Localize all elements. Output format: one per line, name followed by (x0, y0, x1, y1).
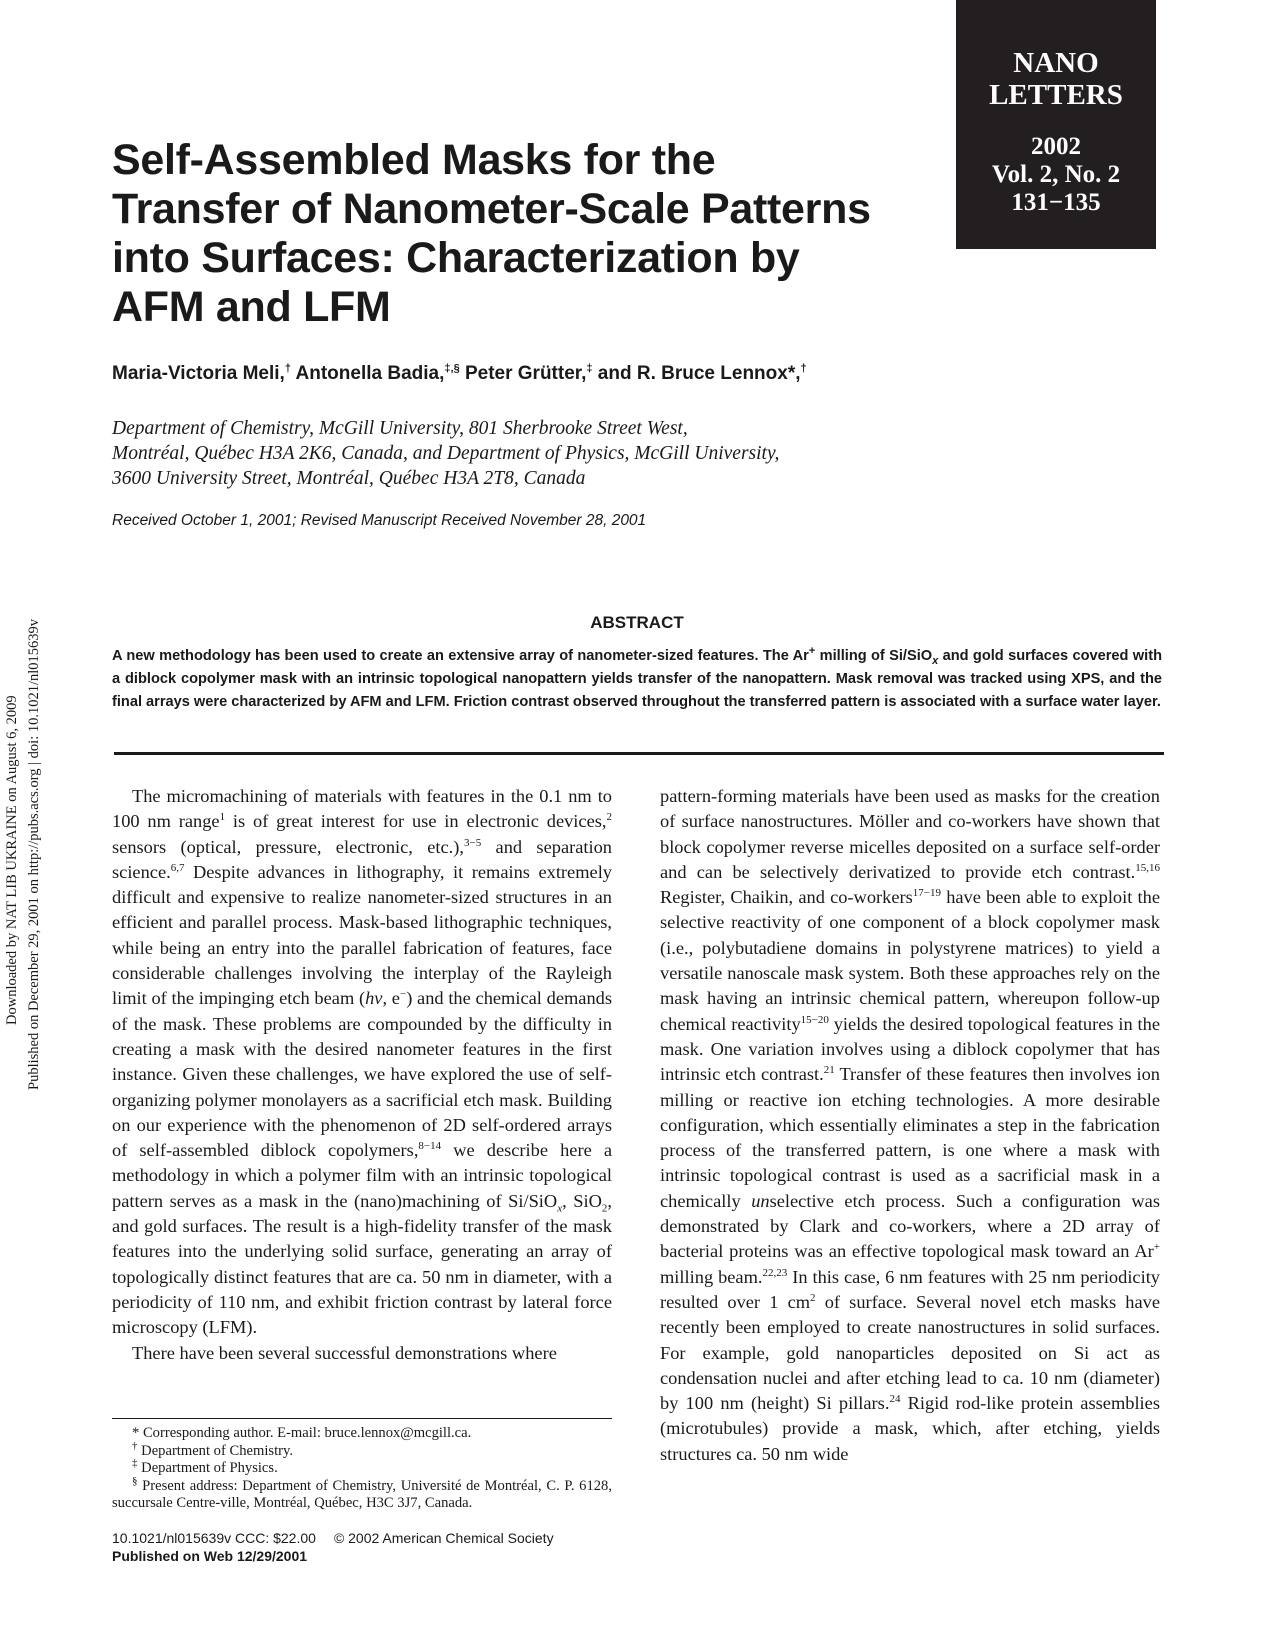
text-run: of surface. Several novel etch masks have recently been employed to create nanostructures in solid surfaces. For example, gold nanoparticles deposited on Si act as condensation nuclei and after etching lead to ca. 10 nm (diameter) by 100 nm (height) Si pillars. (660, 1291, 1160, 1414)
body-column-left (112, 784, 612, 1366)
footnotes (112, 1425, 612, 1513)
abstract-superscript: + (808, 645, 816, 658)
affiliations (112, 416, 872, 491)
text-run: , e (382, 988, 400, 1009)
text-run: selective etch process. Such a configuration was demonstrated by Clark and co-workers, where a 2D array of bacterial proteins was an effective topological mask toward an Ar (660, 1190, 1160, 1262)
body-paragraph (660, 784, 1160, 1467)
author-affiliation-mark: † (800, 362, 807, 375)
text-run: Register, Chaikin, and co-workers (660, 887, 913, 908)
text-run: In this case, 6 nm features with 25 nm periodicity resulted over 1 cm (660, 1266, 1161, 1312)
footnote-present-address (112, 1474, 612, 1513)
abstract-subscript: x (932, 654, 939, 667)
author-affiliation-mark: † (284, 362, 291, 375)
text-run: yields the desired topological features in the mask. One variation involves using a diblock copolymer that has intrinsic etch contrast. (660, 1013, 1160, 1085)
abstract-heading: ABSTRACT (590, 613, 684, 632)
doi-text: 10.1021/nl015639v CCC: $22.00 (112, 1530, 316, 1546)
footnote-divider (112, 1418, 612, 1419)
author-affiliation-mark: ‡,§ (444, 362, 460, 375)
footnote-text: Department of Chemistry. (137, 1442, 293, 1459)
subscript-2: 2 (601, 1202, 608, 1215)
footnote-corresponding: * Corresponding author. E-mail: bruce.lennox@mcgill.ca. (132, 1425, 472, 1441)
abstract-segment: and gold surfaces covered with a diblock copolymer mask with an intrinsic topological nanopattern yields transfer of the nanopattern. Mask removal was tracked using XPS, and the final arrays were characterized by AFM and LFM. Friction contrast observed throughout the transferred pattern is associated with a surface water layer. (112, 648, 1162, 710)
journal-name-line2: LETTERS (989, 79, 1123, 111)
journal-name (956, 47, 1156, 111)
citation: 24 (889, 1393, 901, 1405)
author-affiliation-mark: ‡ (586, 362, 593, 375)
affiliation-line: 3600 University Street, Montréal, Québec H3A 2T8, Canada (112, 468, 586, 489)
text-run: Transfer of these features then involves ion milling or reactive ion etching technologies. A more desirable configuration, which essentially eliminates a step in the fabrication process of the transferred pattern, is one where a mask with intrinsic topological contrast is used as a sacrificial mask in a chemically (660, 1064, 1160, 1211)
subscript-x: x (557, 1202, 563, 1215)
text-run: is of great interest for use in electronic devices, (225, 811, 607, 832)
abstract-text (112, 645, 1162, 714)
download-note-line2: Published on December 29, 2001 on http://pubs.acs.org | doi: 10.1021/nl015639v (26, 618, 42, 1090)
body-paragraph: There have been several successful demonstrations where (132, 1342, 557, 1363)
text-run: ) and the chemical demands of the mask. These problems are compounded by the difficulty in creating a mask with the desired nanometer features in the first instance. Given these challenges, we have explored the use of self-organizing polymer monolayers as a sacrificial etch mask. Building on our experience with the phenomenon of 2D self-ordered arrays of self-assembled diblock copolymers, (112, 988, 612, 1161)
section-divider (114, 752, 1164, 755)
citation: 15−20 (800, 1013, 829, 1026)
abstract-segment: milling of Si/SiO (815, 648, 933, 664)
footnote-text: Department of Physics. (137, 1460, 278, 1476)
journal-volume: Vol. 2, No. 2 (991, 161, 1121, 188)
text-run: sensors (optical, pressure, electronic, etc.), (112, 836, 464, 857)
body-paragraph (112, 784, 612, 1341)
citation: 15,16 (1135, 861, 1160, 874)
symbol-hv: hν (365, 988, 383, 1009)
author-name: Peter Grütter, (459, 363, 587, 384)
superscript-minus: − (399, 988, 407, 1001)
text-run: Despite advances in lithography, it remains extremely difficult and expensive to realize nanometer-sized structures in an efficient and parallel process. Mask-based lithographic techniques, while being an entry into the parallel fabrication of features, face considerable challenges involving the interplay of the Rayleigh limit of the impinging etch beam ( (112, 861, 612, 1009)
journal-badge (956, 0, 1156, 249)
text-run: The micromachining of materials with features in the 0.1 nm to 100 nm range (112, 786, 612, 832)
article-title: Self-Assembled Masks for the Transfer of Nanometer-Scale Patterns into Surfaces: Characterization by AFM and LFM (112, 136, 871, 331)
journal-year: 2002 (1031, 133, 1081, 160)
published-date: Published on Web 12/29/2001 (112, 1548, 308, 1564)
citation: 6,7 (170, 861, 185, 874)
citation: 3−5 (463, 836, 482, 849)
author-name: Maria-Victoria Meli, (112, 363, 285, 384)
journal-pages: 131−135 (1011, 189, 1101, 216)
emphasis: un (751, 1190, 770, 1211)
footnote-text: Present address: Department of Chemistry, Université de Montréal, C. P. 6128, succursale Centre-ville, Montréal, Québec, H3C 3J7, Canada. (112, 1477, 612, 1511)
citation: 8−14 (418, 1140, 442, 1153)
text-run: we describe here a methodology in which a polymer film with an intrinsic topological pattern serves as a mask in the (nano)machining of Si/SiO (112, 1140, 612, 1211)
citation: 17−19 (912, 887, 942, 900)
footnote-mark: ‡ (132, 1457, 138, 1470)
author-name: Antonella Badia, (290, 363, 445, 384)
superscript-2: 2 (810, 1291, 816, 1304)
citation: 2 (606, 811, 613, 824)
text-run: have been able to exploit the selective reactivity of one component of a block copolymer mask (i.e., polybutadiene domains in polystyrene matrices) to yield a versatile nanoscale mask system. Both these approaches rely on the mask having an intrinsic chemical pattern, whereupon follow-up chemical reactivity (660, 887, 1160, 1034)
author-name: and R. Bruce Lennox*, (592, 363, 801, 384)
journal-name-line1: NANO (1013, 47, 1099, 79)
abstract-segment: A new methodology has been used to create an extensive array of nanometer-sized features. The Ar (112, 648, 809, 664)
text-run: , SiO (562, 1190, 602, 1211)
footnote-affiliation (112, 1457, 612, 1478)
text-run: Rigid rod-like protein assemblies (microtubules) provide a mask, which, after etching, yields structures ca. 50 nm wide (660, 1393, 1160, 1464)
author-list (112, 362, 912, 386)
superscript-plus: + (1153, 1241, 1160, 1254)
text-run: and separation science. (112, 836, 612, 882)
affiliation-line: Department of Chemistry, McGill University, 801 Sherbrooke Street West, (112, 418, 688, 439)
text-run: milling beam. (660, 1266, 763, 1287)
footnote-mark: † (132, 1439, 138, 1452)
footnote-mark: § (132, 1474, 138, 1487)
citation: 1 (219, 811, 226, 824)
received-dates: Received October 1, 2001; Revised Manuscript Received November 28, 2001 (112, 512, 647, 529)
text-run: pattern-forming materials have been used as masks for the creation of surface nanostructures. Möller and co-workers have shown that block copolymer reverse micelles deposited on a surface self-order and can be selectively derivatized to provide etch contrast. (660, 786, 1160, 882)
body-column-right (660, 784, 1160, 1467)
affiliation-line: Montréal, Québec H3A 2K6, Canada, and Department of Physics, McGill University, (112, 443, 780, 464)
citation: 21 (823, 1064, 835, 1077)
download-note-line1: Downloaded by NAT LIB UKRAINE on August 6, 2009 (4, 695, 20, 1025)
text-run: , and gold surfaces. The result is a high-fidelity transfer of the mask features into the underlying solid surface, generating an array of topologically distinct features that are ca. 50 nm in diameter, with a periodicity of 110 nm, and exhibit friction contrast by lateral force microscopy (LFM). (112, 1190, 612, 1338)
citation: 22,23 (762, 1266, 788, 1279)
copyright-text: © 2002 American Chemical Society (333, 1530, 554, 1546)
footer-doi (112, 1530, 712, 1546)
footnote-affiliation (112, 1439, 612, 1461)
